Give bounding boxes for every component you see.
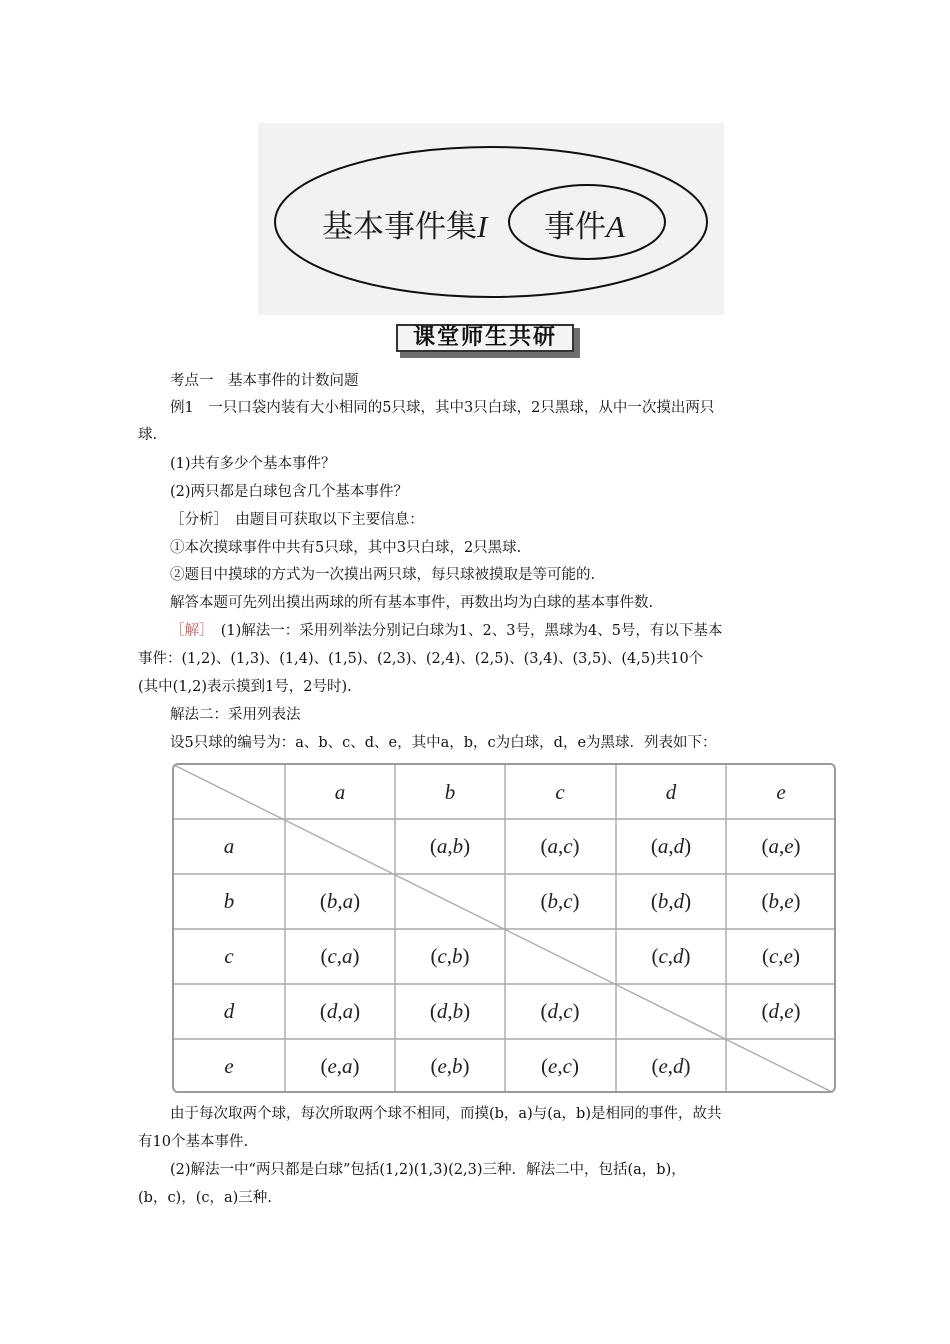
table-cell: (d,c) [540, 999, 580, 1023]
table-cell: (d,a) [319, 999, 361, 1023]
row-label: c [224, 944, 234, 968]
basic-event-set-label: 基本事件集I [322, 209, 488, 245]
banner-title: 课堂师生共研 [412, 325, 557, 350]
solution-plan: 解答本题可先列出摸出两球的所有基本事件，再数出均为白球的基本事件数. [170, 595, 654, 611]
table-cell [285, 819, 395, 874]
table-cell [505, 929, 615, 984]
table-cell: (b,a) [319, 889, 361, 913]
event-a-label: 事件A [544, 209, 625, 245]
info-1: ①本次摸球事件中共有5只球，其中3只白球，2只黑球. [170, 540, 522, 556]
table-cell: (d,e) [761, 999, 801, 1023]
table-cell: (a,d) [650, 834, 692, 858]
header-cell: b [444, 780, 456, 804]
table-cell [726, 1039, 836, 1093]
solution-tag: ［解］ [170, 623, 207, 639]
table-cell: (a,e) [761, 834, 801, 858]
header-cell: c [555, 780, 565, 804]
part-2-text-cont: (b，c)，(c，a)三种. [138, 1190, 272, 1206]
row-label: e [224, 1054, 234, 1078]
method-2-description: 设5只球的编号为：a、b、c、d、e，其中a，b，c为白球，d，e为黑球．列表如下： [170, 735, 717, 751]
table-cell: (d,b) [429, 999, 471, 1023]
table-cell: (e,b) [430, 1054, 470, 1078]
table-cell [616, 984, 726, 1039]
question-1: (1)共有多少个基本事件？ [170, 456, 336, 472]
table-cell: (a,c) [540, 834, 580, 858]
venn-diagram [258, 123, 724, 315]
table-cell: (e,c) [541, 1054, 579, 1078]
table-cell: (e,d) [651, 1054, 691, 1078]
header-cell: e [776, 780, 786, 804]
table-cell: (b,d) [650, 889, 692, 913]
header-cell: a [334, 780, 346, 804]
table-cell: (e,a) [320, 1054, 360, 1078]
solution-1: ［解］ (1)解法一：采用列举法分别记白球为1、2、3号，黑球为4、5号，有以下基本 [170, 623, 723, 639]
conclusion-text: 由于每次取两个球，每次所取两个球不相同，而摸(b，a)与(a，b)是相同的事件，故共 [170, 1106, 722, 1122]
part-2-text: (2)解法一中“两只都是白球”包括(1,2)(1,3)(2,3)三种．解法二中，包括(a，b)， [170, 1162, 686, 1178]
topic-heading: 考点一 基本事件的计数问题 [170, 373, 359, 389]
event-table [172, 763, 836, 1093]
row-label: b [223, 889, 235, 913]
table-cell: (c,a) [320, 944, 360, 968]
table-cell: (c,b) [430, 944, 470, 968]
info-2: ②题目中摸球的方式为一次摸出两只球，每只球被摸取是等可能的. [170, 567, 596, 583]
question-2: (2)两只都是白球包含几个基本事件？ [170, 484, 409, 500]
analysis-heading: ［分析］ 由题目可获取以下主要信息： [170, 512, 424, 528]
section-banner [396, 324, 582, 358]
example-text-cont: 球. [138, 427, 158, 443]
solution-1-events: 事件：(1,2)、(1,3)、(1,4)、(1,5)、(2,3)、(2,4)、(2,5)、(3,4)、(3,5)、(4,5)共10个 [138, 651, 704, 667]
table-cell: (b,e) [761, 889, 801, 913]
header-cell: d [665, 780, 677, 804]
row-label: a [223, 834, 235, 858]
table-cell [395, 874, 505, 929]
solution-1-note: (其中(1,2)表示摸到1号，2号时). [138, 679, 352, 695]
row-label: d [223, 999, 235, 1023]
example-text: 例1 一只口袋内装有大小相同的5只球，其中3只白球，2只黑球，从中一次摸出两只 [170, 400, 715, 416]
conclusion-text-cont: 有10个基本事件. [138, 1134, 249, 1150]
table-cell: (a,b) [429, 834, 471, 858]
table-cell: (c,e) [762, 944, 800, 968]
table-cell: (b,c) [540, 889, 580, 913]
method-2-heading: 解法二：采用列表法 [170, 707, 301, 723]
table-cell: (c,d) [651, 944, 691, 968]
